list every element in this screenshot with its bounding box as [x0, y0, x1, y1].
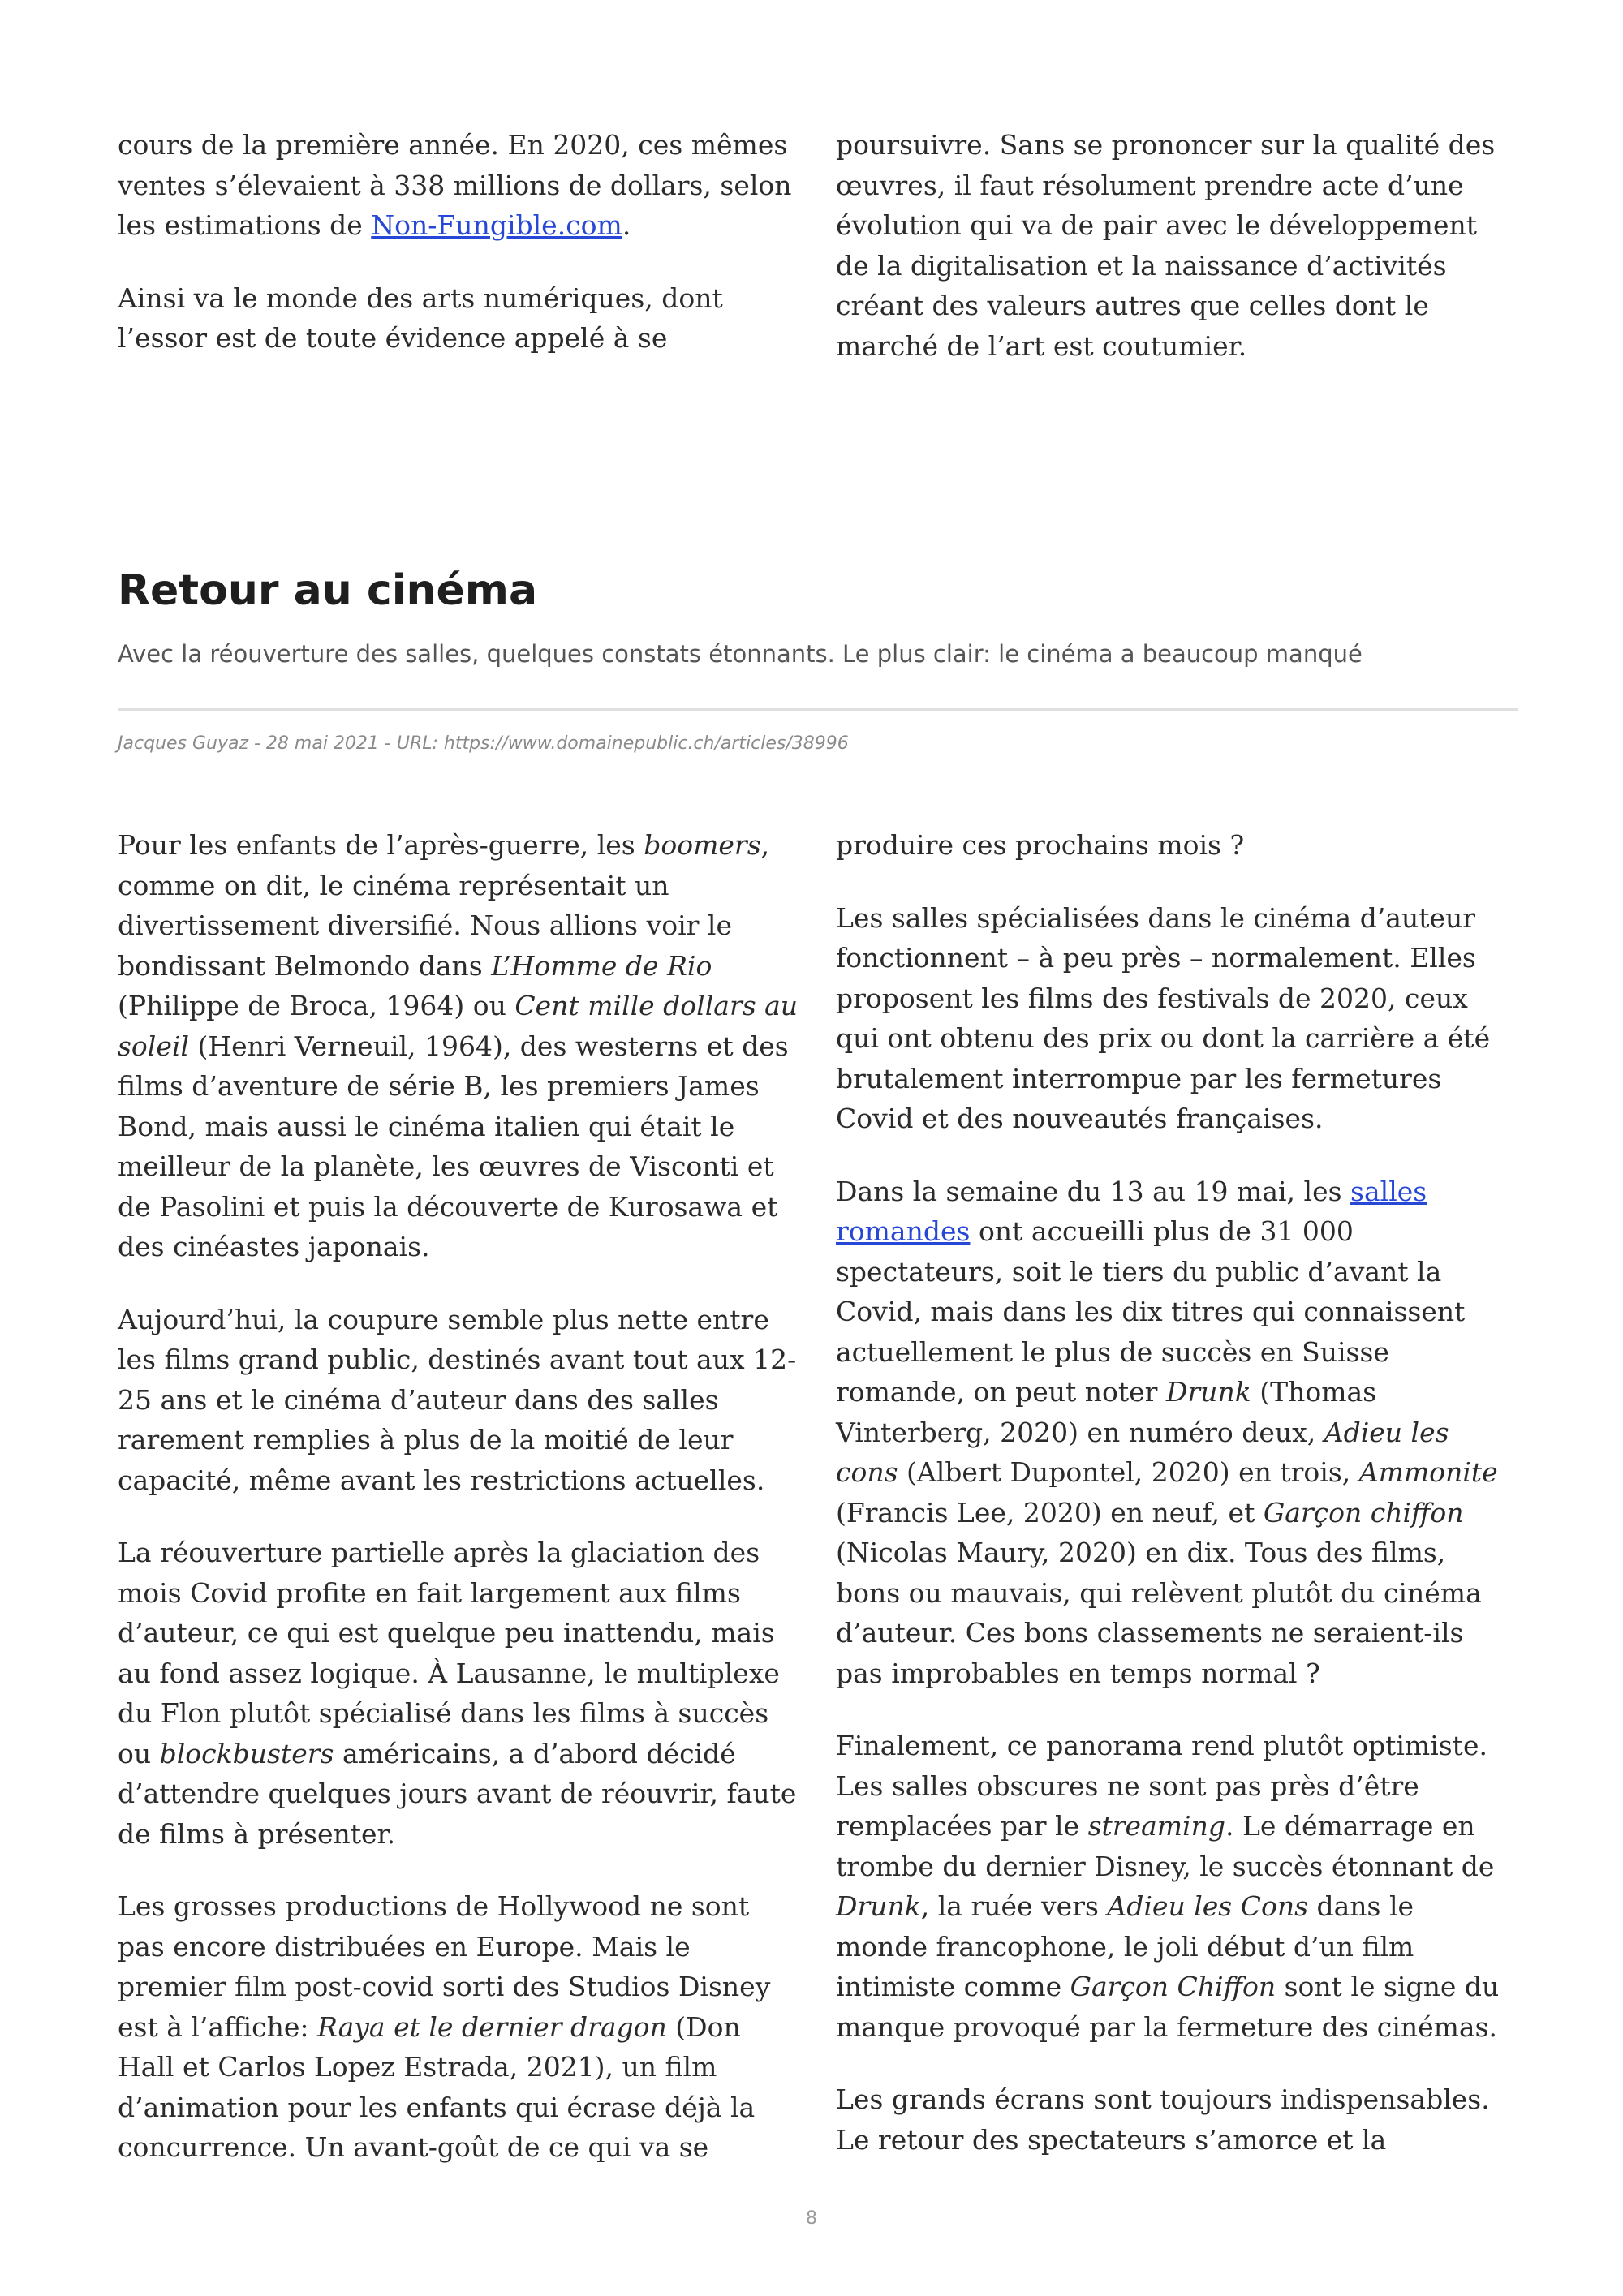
article-subtitle: Avec la réouverture des salles, quelques constats étonnants. Le plus clair: le cinéma a beaucoup manqué: [118, 640, 1363, 668]
header-divider: [118, 708, 1518, 711]
text-run: , la ruée vers: [920, 1890, 1108, 1922]
text-run: (Thomas Vinterberg, 2020) en numéro deux,: [836, 1376, 1377, 1448]
previous-article-paragraph: [118, 125, 816, 246]
text-run: Dans la semaine du 13 au 19 mai, les: [836, 1175, 1351, 1207]
text-run: cours de la première année. En 2020, ces mêmes ventes s’élevaient à 338 millions de dollars, selon les estimations de: [118, 129, 792, 241]
article-paragraph: Les grands écrans sont toujours indispensables. Le retour des spectateurs s’amorce et la: [836, 2083, 1490, 2156]
article-left-column: [118, 825, 799, 2168]
text-run: . Le démarrage en trombe du dernier Disney, le succès étonnant de: [836, 1810, 1495, 1882]
article-paragraph: Aujourd’hui, la coupure semble plus nette entre les films grand public, destinés avant tout aux 12-25 ans et le cinéma d’auteur dans des salles rarement remplies à plus de la moitié de leur capacité, même avant les restrictions actuelles.: [118, 1303, 797, 1496]
text-run: Les grosses productions de Hollywood ne sont pas encore distribuées en Europe. Mais le premier film post-covid sorti des Studios Disney est à l’affiche:: [118, 1890, 771, 2043]
text-run: La réouverture partielle après la glaciation des mois Covid profite en fait largement aux films d’auteur, ce qui est quelque peu inattendu, mais au fond assez logique. À Lausanne, le multiplexe du Flon plutôt spécialisé dans les films à succès ou: [118, 1537, 780, 1769]
italic-run: Garçon Chiffon: [1070, 1971, 1276, 2002]
article-paragraph: [836, 1726, 1509, 2047]
text-run: (Philippe de Broca, 1964) ou: [118, 990, 515, 1021]
italic-run: streaming: [1087, 1810, 1225, 1842]
text-run: (Albert Dupontel, 2020) en trois,: [898, 1456, 1359, 1488]
italic-run: Raya et le dernier dragon: [316, 2010, 667, 2043]
article-paragraph: [118, 1533, 799, 1854]
article-paragraph: [836, 1172, 1509, 1694]
italic-run: Garçon chiffon: [1263, 1496, 1464, 1529]
italic-run: Adieu les Cons: [1107, 1890, 1309, 1922]
text-run: (Henri Verneuil, 1964), des westerns et des films d’aventure de série B, les premiers James Bond, mais aussi le cinéma italien qui était le meilleur de la planète, les œuvres de Visconti et de Pasolini et puis la découverte de Kurosawa et des cinéastes japonais.: [118, 1030, 789, 1262]
text-run: américains, a d’abord décidé d’attendre quelques jours avant de réouvrir, faute de films à présenter.: [118, 1737, 797, 1850]
text-run: ont accueilli plus de 31 000 spectateurs, soit le tiers du public d’avant la Covid, mais dans les dix titres qui connaissent actuellement le plus de succès en Suisse romande, on peut noter: [836, 1215, 1466, 1408]
text-run: Finalement, ce panorama rend plutôt optimiste. Les salles obscures ne sont pas près d’être remplacées par le: [836, 1730, 1487, 1842]
italic-run: Drunk: [836, 1890, 921, 1922]
text-run: (Nicolas Maury, 2020) en dix. Tous des films, bons ou mauvais, qui relèvent plutôt du cinéma d’auteur. Ces bons classements ne seraient-ils pas improbables en temps normal ?: [836, 1537, 1482, 1689]
italic-run: blockbusters: [159, 1737, 334, 1769]
italic-run: boomers: [644, 829, 761, 861]
article-title: Retour au cinéma: [118, 566, 538, 615]
article-paragraph: produire ces prochains mois ?: [836, 829, 1245, 861]
text-run: dans le monde francophone, le joli début d’un film intimiste comme: [836, 1890, 1414, 2002]
page-number: 8: [806, 2208, 817, 2229]
text-run: Pour les enfants de l’après-guerre, les: [118, 829, 644, 861]
article-byline: Jacques Guyaz - 28 mai 2021 - URL: https://www.domainepublic.ch/articles/38996: [118, 733, 849, 754]
text-run: .: [622, 209, 631, 241]
text-run: sont le signe du manque provoqué par la fermeture des cinémas.: [836, 1971, 1500, 2043]
previous-article-left-column: [118, 125, 816, 359]
salles-romandes-link[interactable]: salles romandes: [836, 1175, 1427, 1247]
text-run: , comme on dit, le cinéma représentait un divertissement diversifié. Nous allions voir le bondissant Belmondo dans: [118, 829, 770, 982]
italic-run: Adieu les cons: [836, 1416, 1449, 1488]
italic-run: Ammonite: [1358, 1456, 1498, 1488]
article-right-column: [836, 825, 1509, 2160]
previous-article-paragraph: poursuivre. Sans se prononcer sur la qualité des œuvres, il faut résolument prendre acte d’une évolution qui va de pair avec le développement de la digitalisation et la naissance d’activités créant des valeurs autres que celles dont le marché de l’art est coutumier.: [836, 129, 1496, 362]
article-paragraph: [118, 1886, 799, 2168]
italic-run: Drunk: [1165, 1376, 1251, 1408]
non-fungible-link[interactable]: Non-Fungible.com: [371, 209, 622, 241]
italic-run: Cent mille dollars au soleil: [118, 990, 799, 1062]
previous-article-paragraph: Ainsi va le monde des arts numériques, dont l’essor est de toute évidence appelé à se: [118, 282, 723, 354]
article-paragraph: [118, 825, 799, 1267]
italic-run: L’Homme de Rio: [491, 949, 712, 982]
article-paragraph: Les salles spécialisées dans le cinéma d’auteur fonctionnent – à peu près – normalement. Elles proposent les films des festivals de 2020, ceux qui ont obtenu des prix ou dont la carrière a été brutalement interrompue par les fermetures Covid et des nouveautés françaises.: [836, 901, 1491, 1134]
previous-article-right-column: [836, 125, 1509, 366]
text-run: (Don Hall et Carlos Lopez Estrada, 2021), un film d’animation pour les enfants qui écrase déjà la concurrence. Un avant-goût de ce qui va se: [118, 2010, 756, 2163]
text-run: (Francis Lee, 2020) en neuf, et: [836, 1496, 1264, 1529]
